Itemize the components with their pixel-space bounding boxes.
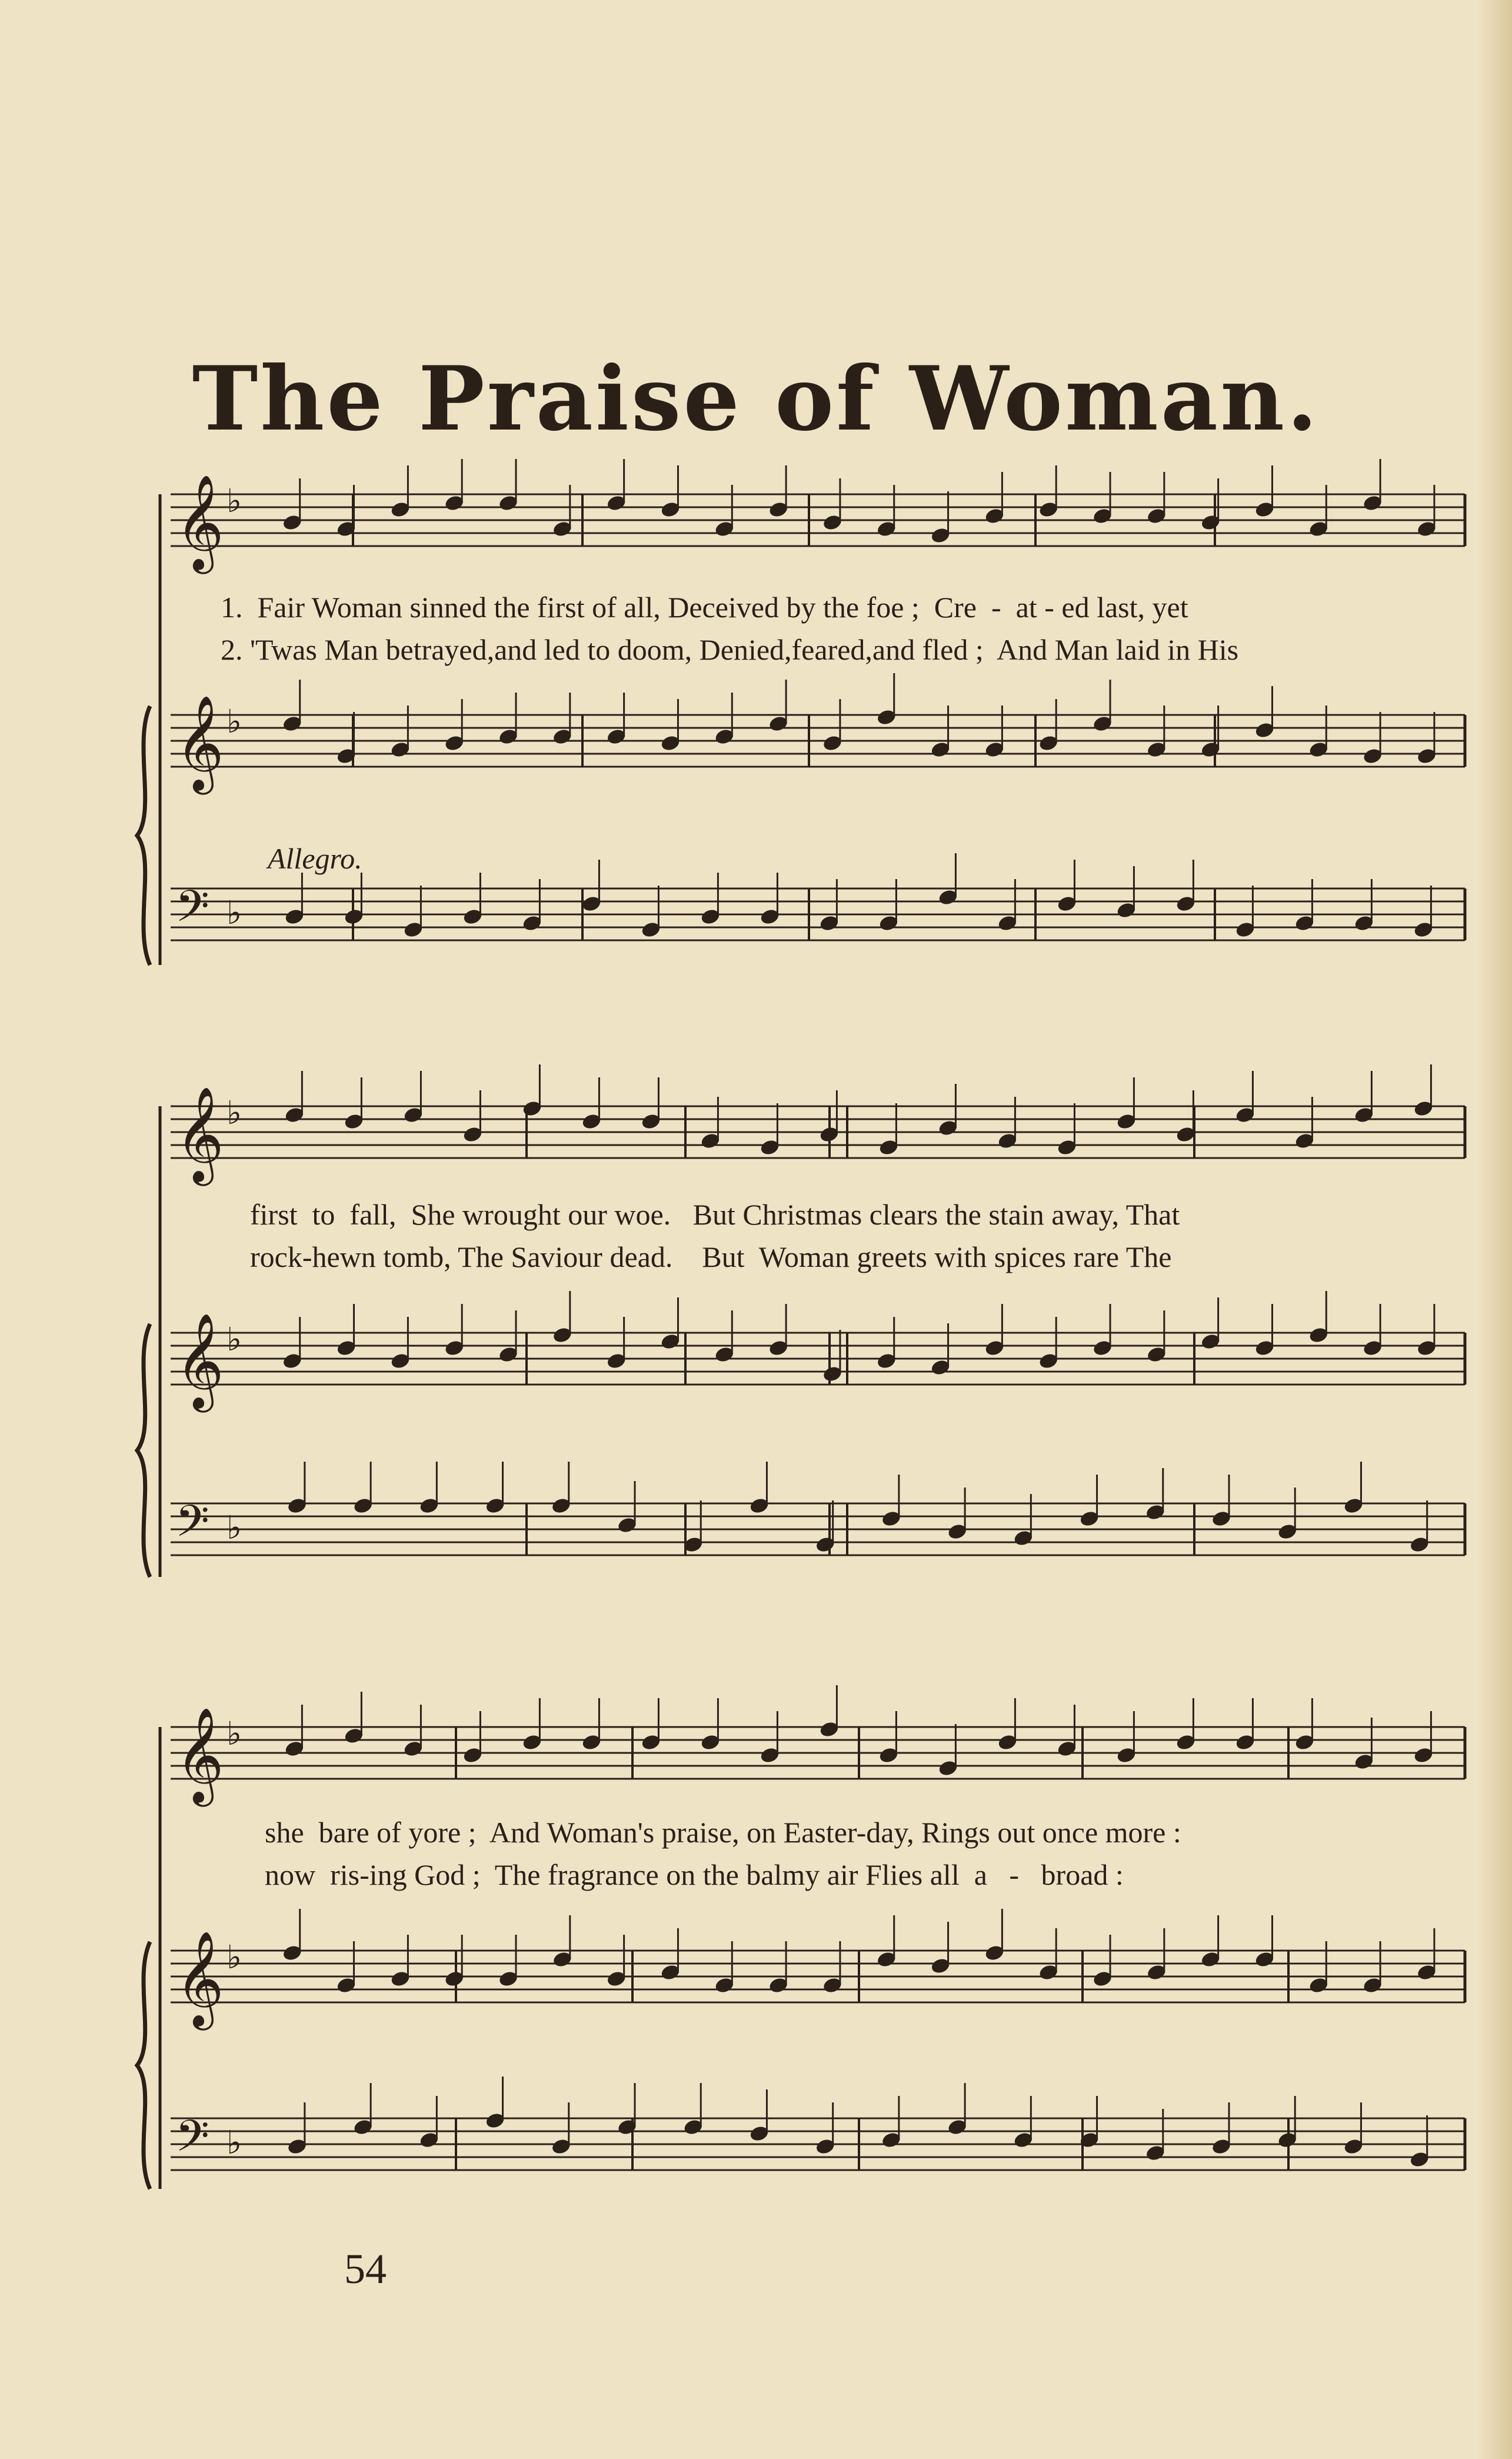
lyric-line-3-1: she bare of yore ; And Woman's praise, on Easter-day, Rings out once more :	[265, 1816, 1181, 1849]
flat-icon: ♭	[227, 703, 242, 740]
page-title: The Praise of Woman.	[192, 347, 1320, 451]
staff-bass-1	[171, 881, 1465, 943]
lyric-line-1-1: 1. Fair Woman sinned the first of all, Deceived by the foe ; Cre - at - ed last, yet	[221, 591, 1188, 624]
bass-clef-icon: 𝄢	[175, 1496, 209, 1558]
lyric-line-2-2: rock-hewn tomb, The Saviour dead. But Woman greets with spices rare The	[250, 1240, 1172, 1273]
flat-icon: ♭	[227, 1715, 242, 1752]
treble-clef-icon: 𝄞	[175, 1313, 224, 1409]
bass-clef-icon: 𝄢	[175, 2111, 209, 2172]
brace-3	[137, 1942, 150, 2189]
tempo-marking: Allegro.	[268, 842, 362, 875]
flat-icon: ♭	[227, 1509, 242, 1546]
staff-treble-2	[171, 1313, 1465, 1413]
staff-vocal-1	[171, 474, 1465, 574]
treble-clef-icon: 𝄞	[175, 1086, 224, 1182]
lyric-line-1-2: 2. 'Twas Man betrayed,and led to doom, Denied,feared,and fled ; And Man laid in His	[221, 633, 1239, 666]
brace-2	[137, 1324, 150, 1577]
staff-treble-1	[171, 695, 1465, 795]
treble-clef-icon: 𝄞	[175, 1707, 224, 1803]
staff-treble-3	[171, 1931, 1465, 2031]
staff-bass-3	[171, 2111, 1465, 2172]
staff-vocal-3	[171, 1707, 1465, 1807]
lyric-line-3-2: now ris-ing God ; The fragrance on the balmy air Flies all a - broad :	[265, 1858, 1124, 1891]
flat-icon: ♭	[227, 1320, 242, 1358]
flat-icon: ♭	[227, 894, 242, 931]
flat-icon: ♭	[227, 1938, 242, 1976]
staff-vocal-2	[171, 1086, 1465, 1186]
flat-icon: ♭	[227, 2124, 242, 2161]
treble-clef-icon: 𝄞	[175, 1931, 224, 2027]
treble-clef-icon: 𝄞	[175, 474, 224, 570]
flat-icon: ♭	[227, 482, 242, 520]
lyric-line-2-1: first to fall, She wrought our woe. But Christmas clears the stain away, That	[250, 1198, 1180, 1231]
brace-1	[137, 706, 150, 965]
page-number: 54	[344, 2245, 387, 2292]
treble-clef-icon: 𝄞	[175, 695, 224, 791]
bass-clef-icon: 𝄢	[175, 881, 209, 943]
flat-icon: ♭	[227, 1094, 242, 1132]
